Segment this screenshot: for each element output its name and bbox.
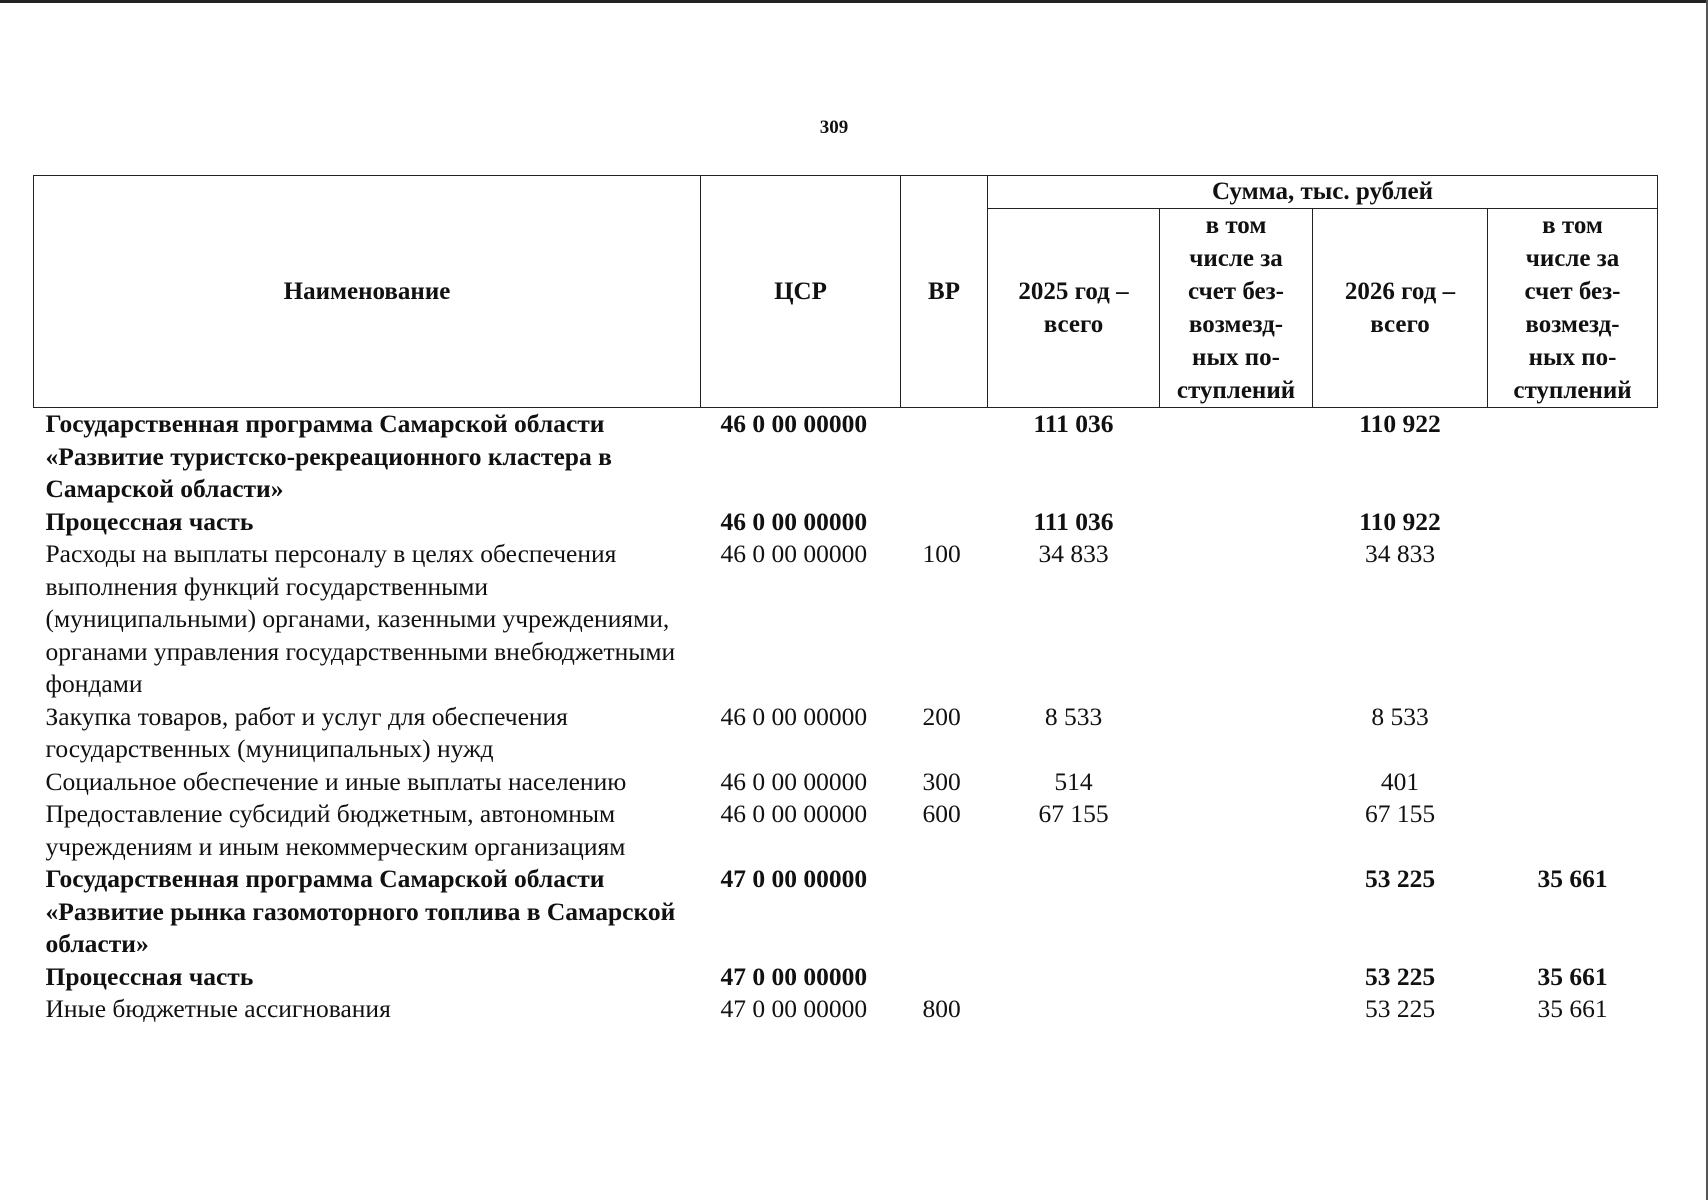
row-vr: 800 (922, 994, 961, 1023)
row-name: Расходы на выплаты персоналу в целях обеспечения выполнения функций государственными (муниципальными) органами, казенными учреждениями, органами управления государственными внебюджетными фондами (45, 539, 676, 698)
table-header (34, 176, 1658, 408)
row-2026-grants (1488, 506, 1658, 539)
row-2026-total: 110 922 (1359, 506, 1441, 536)
row-csr: 46 0 00 00000 (720, 799, 868, 828)
header-2026-grants: в том числе за счет без- возмезд- ных по- ступлений (1488, 209, 1658, 408)
row-2026-total: 67 155 (1364, 799, 1436, 828)
table-row (34, 538, 1658, 701)
header-name: Наименование (34, 176, 701, 408)
row-csr: 46 0 00 00000 (720, 409, 868, 438)
row-2025-total: 111 036 (1033, 506, 1114, 536)
row-2025-total: 67 155 (1038, 799, 1109, 828)
table-row (34, 766, 1658, 799)
row-2026-grants (1488, 701, 1658, 766)
row-name: Государственная программа Самарской области «Развитие рынка газомоторного топлива в Самарской области» (45, 864, 676, 958)
row-2025-total: 34 833 (1038, 539, 1109, 568)
row-2025-grants (1160, 961, 1313, 994)
row-csr: 46 0 00 00000 (720, 506, 868, 536)
row-2026-total: 34 833 (1364, 539, 1436, 568)
row-2025-grants (1160, 701, 1313, 766)
row-name: Социальное обеспечение и иные выплаты населению (45, 766, 627, 796)
row-vr (901, 863, 988, 961)
header-vr: ВР (901, 176, 988, 408)
row-2026-total: 53 225 (1364, 994, 1436, 1023)
table-row (34, 993, 1658, 1026)
row-name: Процессная часть (45, 961, 254, 991)
row-2026-grants: 35 661 (1537, 994, 1608, 1023)
row-csr: 47 0 00 00000 (720, 961, 868, 991)
row-name: Закупка товаров, работ и услуг для обеспечения государственных (муниципальных) нужд (45, 701, 568, 763)
row-vr: 300 (922, 766, 961, 796)
row-2026-grants: 35 661 (1537, 864, 1608, 893)
row-csr: 46 0 00 00000 (720, 539, 868, 568)
header-2025-grants: в том числе за счет без- возмезд- ных по- ступлений (1160, 209, 1313, 408)
table-row (34, 408, 1658, 506)
row-2025-grants (1160, 506, 1313, 539)
row-2025-grants (1160, 408, 1313, 506)
row-vr: 100 (922, 539, 961, 568)
row-2026-grants (1488, 408, 1658, 506)
row-2025-grants (1160, 993, 1313, 1026)
table-row (34, 961, 1658, 994)
row-2026-grants (1488, 766, 1658, 799)
row-vr (901, 506, 988, 539)
budget-table (33, 175, 1658, 1026)
row-2025-total (988, 863, 1160, 961)
table-body (34, 408, 1658, 1026)
table-row (34, 798, 1658, 863)
row-2026-total: 53 225 (1364, 864, 1436, 893)
row-2025-total: 111 036 (1033, 409, 1114, 438)
row-2026-grants: 35 661 (1537, 961, 1608, 991)
row-name: Процессная часть (45, 506, 254, 536)
row-csr: 47 0 00 00000 (720, 994, 868, 1023)
row-2025-total: 514 (1054, 766, 1093, 796)
table-row (34, 506, 1658, 539)
row-csr: 46 0 00 00000 (720, 701, 868, 731)
row-2025-total (988, 961, 1160, 994)
row-2026-total: 53 225 (1364, 961, 1436, 991)
row-2025-grants (1160, 798, 1313, 863)
row-name: Иные бюджетные ассигнования (45, 994, 391, 1023)
table-row (34, 863, 1658, 961)
row-2026-total: 110 922 (1359, 409, 1441, 438)
header-sum-group: Сумма, тыс. рублей (988, 176, 1658, 209)
header-csr: ЦСР (701, 176, 901, 408)
row-vr: 600 (922, 799, 961, 828)
row-2026-grants (1488, 798, 1658, 863)
header-2026-total: 2026 год – всего (1313, 209, 1488, 408)
header-2025-total: 2025 год – всего (988, 209, 1160, 408)
row-csr: 47 0 00 00000 (720, 864, 868, 893)
row-2025-grants (1160, 538, 1313, 701)
row-2026-total: 8 533 (1371, 701, 1429, 731)
scan-top-edge (0, 0, 1708, 3)
row-name: Предоставление субсидий бюджетным, автономным учреждениям и иным некоммерческим организациям (45, 799, 626, 861)
row-2025-grants (1160, 766, 1313, 799)
page-number: 309 (819, 117, 849, 138)
row-csr: 46 0 00 00000 (720, 766, 868, 796)
row-2026-total: 401 (1380, 766, 1420, 796)
row-vr (901, 961, 988, 994)
row-name: Государственная программа Самарской области «Развитие туристско-рекреационного кластера в Самарской области» (45, 409, 612, 503)
table-row (34, 701, 1658, 766)
row-2026-grants (1488, 538, 1658, 701)
row-2025-grants (1160, 863, 1313, 961)
row-vr (901, 408, 988, 506)
row-2025-total (988, 993, 1160, 1026)
row-vr: 200 (922, 701, 961, 731)
row-2025-total: 8 533 (1044, 701, 1103, 731)
